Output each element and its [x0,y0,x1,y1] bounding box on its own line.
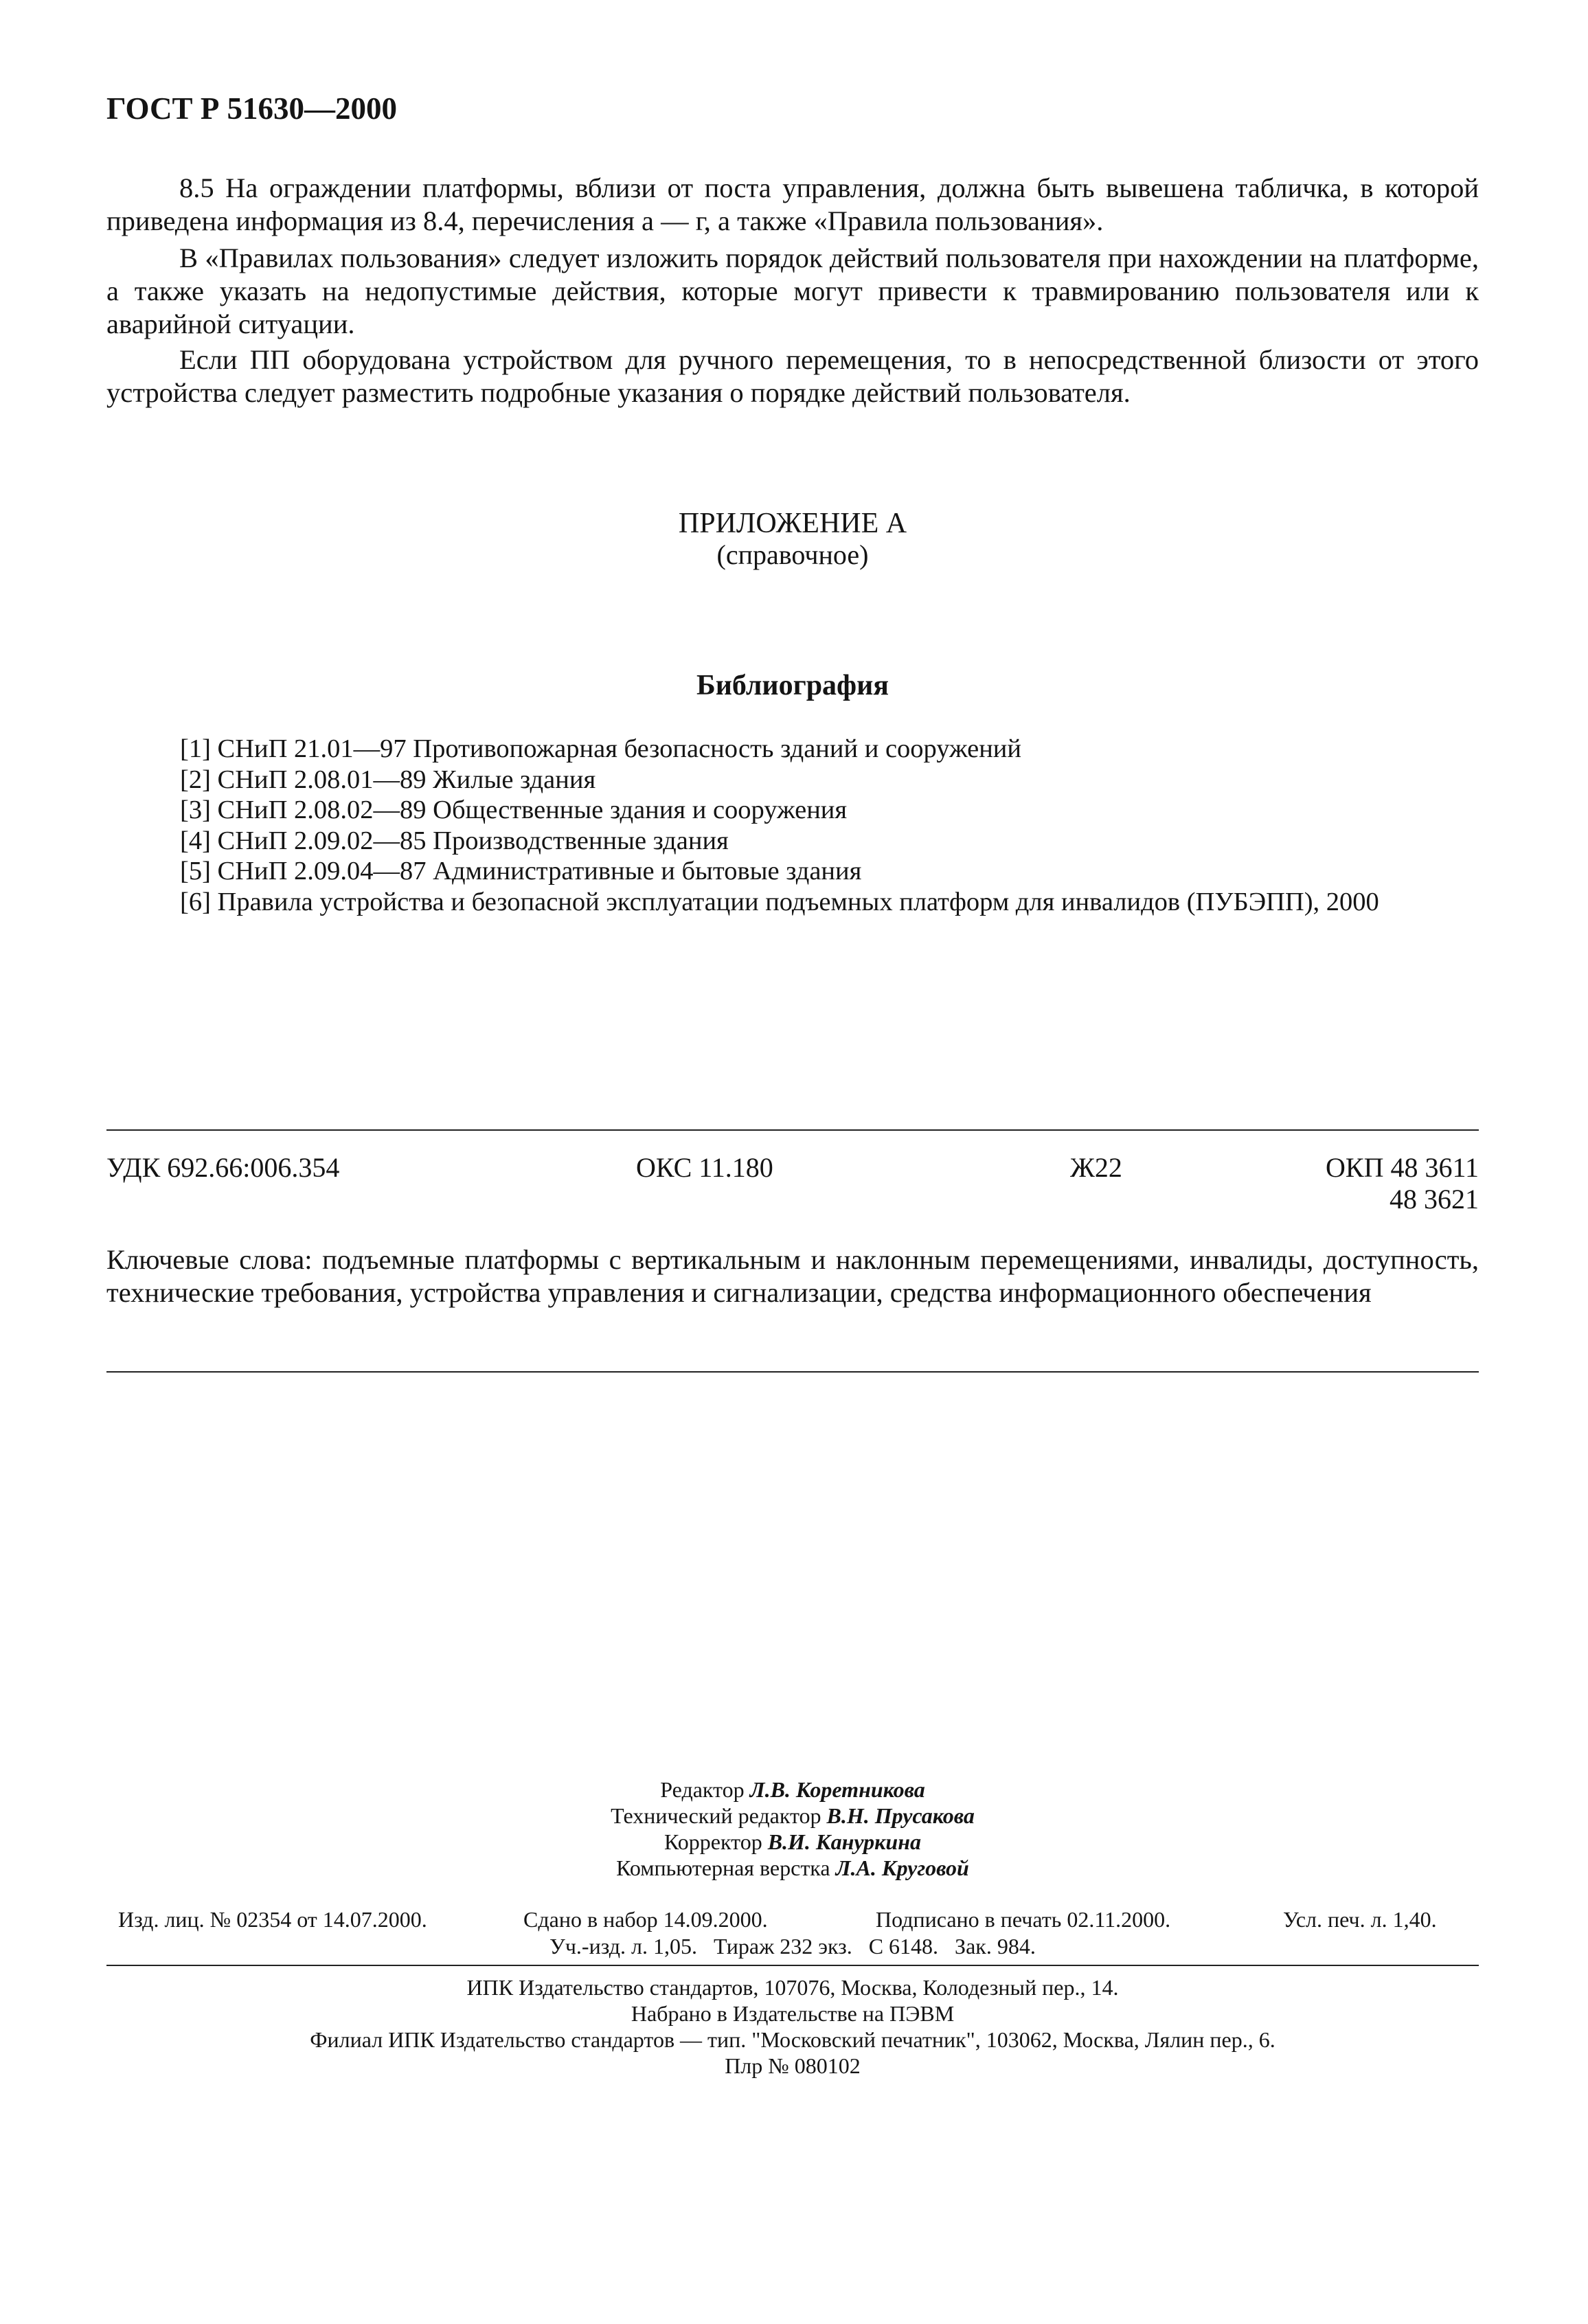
credit-role: Технический редактор [611,1803,821,1828]
paragraph-8-5 [106,172,1479,238]
credit-name: В.Н. Прусакова [826,1803,975,1828]
print-sheets: Усл. печ. л. 1,40. [1283,1907,1437,1932]
printer-address: Филиал ИПК Издательство стандартов — тип. "Московский печатник", 103062, Москва, Лялин пер., 6. [310,2027,1275,2052]
bibliography-item: [6] Правила устройства и безопасной эксплуатации подъемных платформ для инвалидов (ПУБЭПП), 2000 [180,887,1379,916]
divider-top [106,1129,1479,1131]
divider-bottom [106,1965,1479,1966]
okp-code-2: 48 3621 [1390,1184,1479,1215]
signed-date: Подписано в печать 02.11.2000. [876,1907,1171,1932]
publisher-license: Изд. лиц. № 02354 от 14.07.2000. [118,1907,427,1932]
credit-name: Л.А. Круговой [835,1855,969,1880]
typeset-date: Сдано в набор 14.09.2000. [523,1907,768,1932]
credit-editor [106,1776,1479,1803]
credit-name: В.И. Кануркина [767,1829,921,1854]
credit-role: Редактор [660,1777,745,1802]
appendix-title: ПРИЛОЖЕНИЕ А [678,508,907,539]
publisher-address: ИПК Издательство стандартов, 107076, Москва, Колодезный пер., 14. [466,1975,1119,2000]
bibliography-list [180,734,1379,917]
oks-code: ОКС 11.180 [636,1152,773,1183]
paragraph-rules [106,242,1479,341]
divider-middle [106,1371,1479,1373]
paragraph-rules-text: В «Правилах пользования» следует изложить порядок действий пользователя при нахождении на платформе, а также указать на недопустимые действия, которые могут привести к травмированию пользователя или к аварийной ситуации. [106,242,1479,339]
credit-layout [106,1855,1479,1881]
udk-code: УДК 692.66:006.354 [106,1152,340,1183]
paragraph-manual-device [106,343,1479,409]
appendix-subtitle: (справочное) [716,539,869,570]
bibliography-item: [1] СНиП 21.01—97 Противопожарная безопасность зданий и сооружений [180,734,1022,763]
bibliography-item: [5] СНиП 2.09.04—87 Административные и бытовые здания [180,857,862,885]
bibliography-title: Библиография [696,670,889,701]
credit-role: Компьютерная верстка [616,1855,830,1880]
credit-name: Л.В. Коретникова [749,1777,925,1802]
credit-role: Корректор [664,1829,762,1854]
typeset-location: Набрано в Издательстве на ПЭВМ [631,2001,955,2026]
bibliography-item: [2] СНиП 2.08.01—89 Жилые здания [180,765,596,794]
keywords: Ключевые слова: подъемные платформы с вертикальным и наклонным перемещениями, инвалиды, доступность, технические требования, устройства управления и сигнализации, средства информационного обеспечения [106,1244,1479,1308]
paragraph-8-5-text: 8.5 На ограждении платформы, вблизи от поста управления, должна быть вывешена табличка, в которой приведена информация из 8.4, перечисления а — г, а также «Правила пользования». [106,172,1479,236]
plr-number: Плр № 080102 [725,2053,861,2078]
edition-details: Уч.-изд. л. 1,05. Тираж 232 экз. С 6148. Зак. 984. [549,1934,1036,1959]
paragraph-manual-device-text: Если ПП оборудована устройством для ручного перемещения, то в непосредственной близости от этого устройства следует разместить подробные указания о порядке действий пользователя. [106,344,1479,408]
document-header: ГОСТ Р 51630—2000 [106,91,398,126]
bibliography-item: [3] СНиП 2.08.02—89 Общественные здания и сооружения [180,796,848,824]
bibliography-item: [4] СНиП 2.09.02—85 Производственные здания [180,826,729,855]
credit-corrector [106,1829,1479,1855]
group-code: Ж22 [1070,1152,1122,1183]
okp-code-1: ОКП 48 3611 [1326,1152,1479,1183]
credit-tech-editor [106,1803,1479,1829]
